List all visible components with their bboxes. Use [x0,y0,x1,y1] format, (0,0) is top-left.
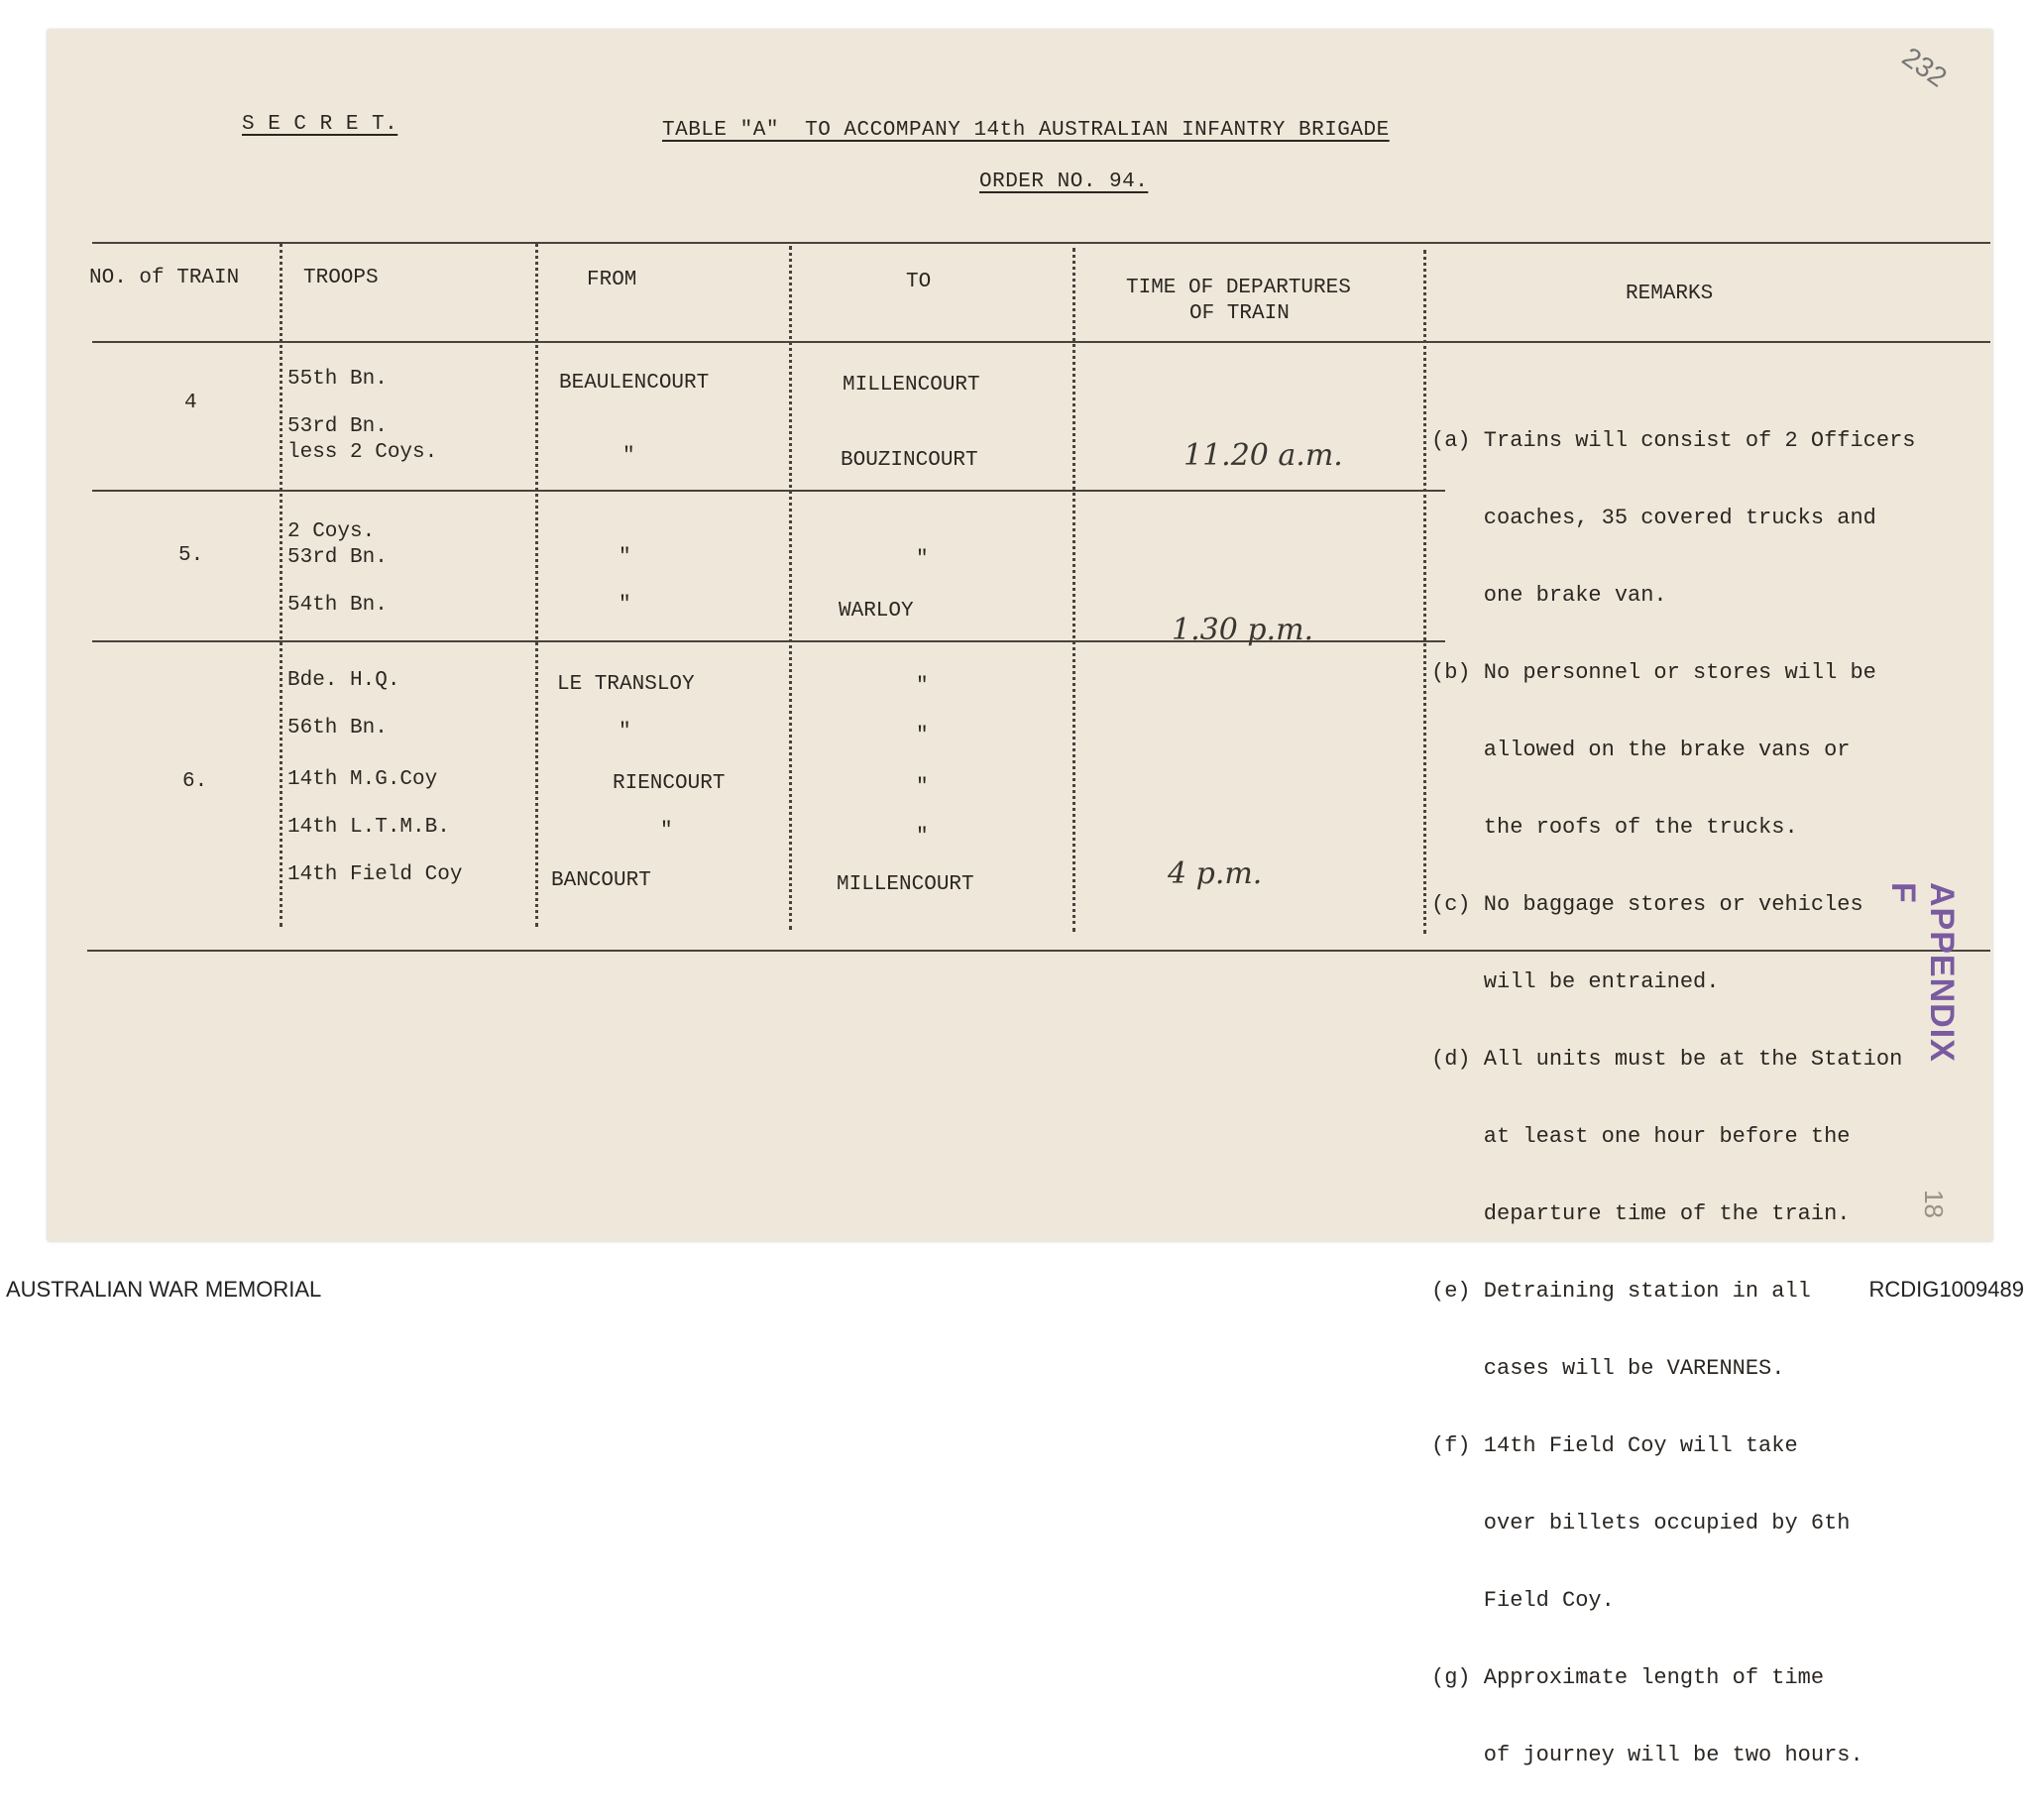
remark-line: (d) All units must be at the Station [1431,1047,1903,1072]
footer-record-id: RCDIG1009489 [1868,1277,2024,1302]
header-bottom-rule [92,341,1990,343]
to-station: MILLENCOURT [843,374,980,397]
remark-line: the roofs of the trucks. [1431,815,1798,840]
remark-line: departure time of the train. [1431,1201,1851,1226]
document-title: TABLE "A" TO ACCOMPANY 14th AUSTRALIAN INFANTRY BRIGADE [662,119,1390,142]
departure-time-handwritten: 4 p.m. [1168,856,1263,891]
remark-line: coaches, 35 covered trucks and [1431,506,1876,530]
troop-entry: 53rd Bn. [287,546,388,569]
troop-entry: 14th L.T.M.B. [287,816,450,839]
order-number: ORDER NO. 94. [979,171,1149,193]
troop-entry: 55th Bn. [287,368,388,391]
column-separator [789,246,792,930]
to-station: WARLOY [839,600,914,623]
train-number: 6. [182,770,208,793]
column-header-time: TIME OF DEPARTURES [1126,277,1351,299]
remarks-block [1431,377,1915,1820]
secret-label: S E C R E T. [242,113,398,136]
column-separator [280,243,282,927]
remark-line: allowed on the brake vans or [1431,738,1851,762]
appendix-stamp: APPENDIX F [1884,882,1961,1063]
remark-line: (c) No baggage stores or vehicles [1431,892,1863,917]
remark-line: (f) 14th Field Coy will take [1431,1433,1798,1458]
column-header-time-line2: OF TRAIN [1189,302,1290,325]
remark-line: of journey will be two hours. [1431,1743,1863,1767]
row-separator-1 [92,490,1445,492]
from-station: LE TRANSLOY [557,673,695,696]
train-number: 4 [184,392,197,414]
from-station: " [660,820,673,843]
from-station: " [619,546,631,569]
to-station: BOUZINCOURT [841,449,978,472]
to-station: " [916,675,929,698]
column-header-troops: TROOPS [303,267,379,289]
troop-entry: 54th Bn. [287,594,388,617]
column-separator [1423,250,1426,934]
from-station: " [619,721,631,743]
column-header-from: FROM [587,269,637,291]
column-header-to: TO [906,271,932,293]
to-station: MILLENCOURT [837,873,974,896]
troop-entry: 2 Coys. [287,520,376,543]
remark-line: will be entrained. [1431,969,1720,994]
departure-time-handwritten: 1.30 p.m. [1172,613,1314,647]
from-station: BEAULENCOURT [559,372,710,395]
departure-time-handwritten: 11.20 a.m. [1184,438,1343,473]
folio-number: 232 [1896,41,1953,93]
column-separator [535,243,538,927]
from-station: RIENCOURT [613,772,726,795]
remark-line: one brake van. [1431,583,1667,608]
from-station: " [622,445,635,468]
from-station: " [619,594,631,617]
remark-line: at least one hour before the [1431,1124,1851,1149]
to-station: " [916,826,929,849]
train-number: 5. [178,544,204,567]
footer-source: AUSTRALIAN WAR MEMORIAL [6,1277,322,1302]
troop-entry: 56th Bn. [287,717,388,739]
column-separator [1072,248,1075,932]
remark-line: cases will be VARENNES. [1431,1356,1785,1381]
troop-entry: Bde. H.Q. [287,669,400,692]
column-header-remarks: REMARKS [1626,283,1714,305]
remark-line: (b) No personnel or stores will be [1431,660,1876,685]
troop-entry: 14th M.G.Coy [287,768,438,791]
from-station: BANCOURT [551,869,651,892]
to-station: " [916,548,929,571]
remark-line: Field Coy. [1431,1588,1615,1613]
remark-line: (a) Trains will consist of 2 Officers [1431,428,1916,453]
table-top-rule [92,242,1990,244]
troop-entry: 53rd Bn. [287,415,388,438]
remark-line: over billets occupied by 6th [1431,1511,1851,1536]
remark-line: (g) Approximate length of time [1431,1665,1825,1690]
troop-entry: less 2 Coys. [287,441,438,464]
page-number: 18 [1919,1190,1949,1218]
column-header-train: NO. of TRAIN [89,267,240,289]
troop-entry: 14th Field Coy [287,863,463,886]
to-station: " [916,725,929,747]
remark-line: (e) Detraining station in all [1431,1279,1811,1304]
to-station: " [916,776,929,799]
